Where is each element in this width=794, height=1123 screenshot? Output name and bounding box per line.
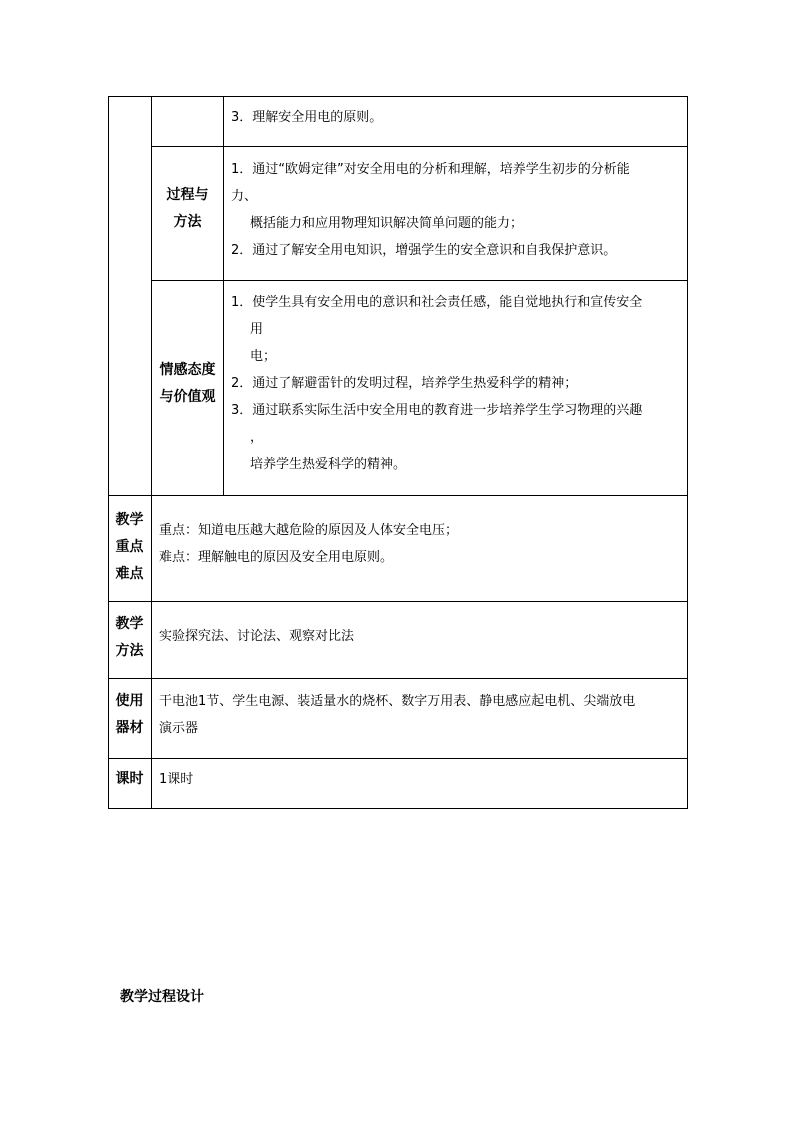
- row-divider-1: [151, 146, 688, 147]
- process-method-label: [152, 182, 223, 236]
- method-text: 实验探究法、讨论法、观察对比法: [159, 629, 355, 644]
- attitude-line-7: 培养学生热爱科学的精神。: [250, 457, 407, 472]
- key-label-line2: 重点: [115, 539, 144, 555]
- equipment-line-1: 干电池1节、学生电源、装适量水的烧杯、数字万用表、静电感应起电机、尖端放电: [159, 694, 636, 709]
- attitude-values-label: [152, 357, 223, 411]
- key-label-line1: 教学: [115, 512, 144, 528]
- equipment-label: [108, 688, 151, 742]
- process-line-4: 2．通过了解安全用电知识，增强学生的安全意识和自我保护意识。: [231, 243, 617, 258]
- process-line-3: 概括能力和应用物理知识解决简单问题的能力；: [250, 216, 524, 231]
- difficult-point-line: 难点：理解触电的原因及安全用电原则。: [159, 550, 394, 565]
- process-line-2: 力、: [231, 189, 258, 204]
- col-divider-2: [223, 96, 224, 495]
- hours-text: 1课时: [159, 772, 194, 787]
- method-label: [108, 611, 151, 665]
- row-divider-5: [108, 678, 688, 679]
- attitude-line-4: 2．通过了解避雷针的发明过程，培养学生热爱科学的精神；: [231, 376, 578, 391]
- attitude-label-line2: 与价值观: [159, 389, 216, 405]
- equipment-label-line1: 使用: [115, 693, 144, 709]
- equipment-label-line2: 器材: [115, 720, 144, 736]
- attitude-line-5: 3．通过联系实际生活中安全用电的教育进一步培养学生学习物理的兴趣: [231, 403, 643, 418]
- key-point-line: 重点：知道电压越大越危险的原因及人体安全电压；: [159, 523, 459, 538]
- key-label-line3: 难点: [115, 566, 144, 582]
- process-line-1: 1．通过“欧姆定律”对安全用电的分析和理解，培养学生初步的分析能: [231, 162, 630, 177]
- table-border-bottom: [108, 808, 688, 809]
- attitude-line-6: ，: [250, 430, 264, 445]
- row-divider-6: [108, 758, 688, 759]
- hours-label: 课时: [115, 771, 144, 787]
- table-border-right: [687, 96, 688, 809]
- attitude-line-2: 用: [250, 322, 264, 337]
- attitude-line-1: 1．使学生具有安全用电的意识和社会责任感，能自觉地执行和宣传安全: [231, 295, 643, 310]
- process-label-line1: 过程与: [166, 187, 209, 203]
- process-label-line2: 方法: [173, 214, 202, 230]
- row-divider-4: [108, 601, 688, 602]
- row-divider-2: [151, 280, 688, 281]
- attitude-line-3: 电；: [250, 349, 277, 364]
- method-label-line1: 教学: [115, 616, 144, 632]
- teaching-process-heading: 教学过程设计: [120, 989, 204, 1005]
- knowledge-objective-3: 3．理解安全用电的原则。: [231, 110, 383, 125]
- key-points-label: [108, 507, 151, 588]
- equipment-line-2: 演示器: [159, 721, 199, 736]
- table-border-top: [108, 96, 688, 97]
- method-label-line2: 方法: [115, 643, 144, 659]
- attitude-label-line1: 情感态度: [159, 362, 216, 378]
- row-divider-3: [108, 495, 688, 496]
